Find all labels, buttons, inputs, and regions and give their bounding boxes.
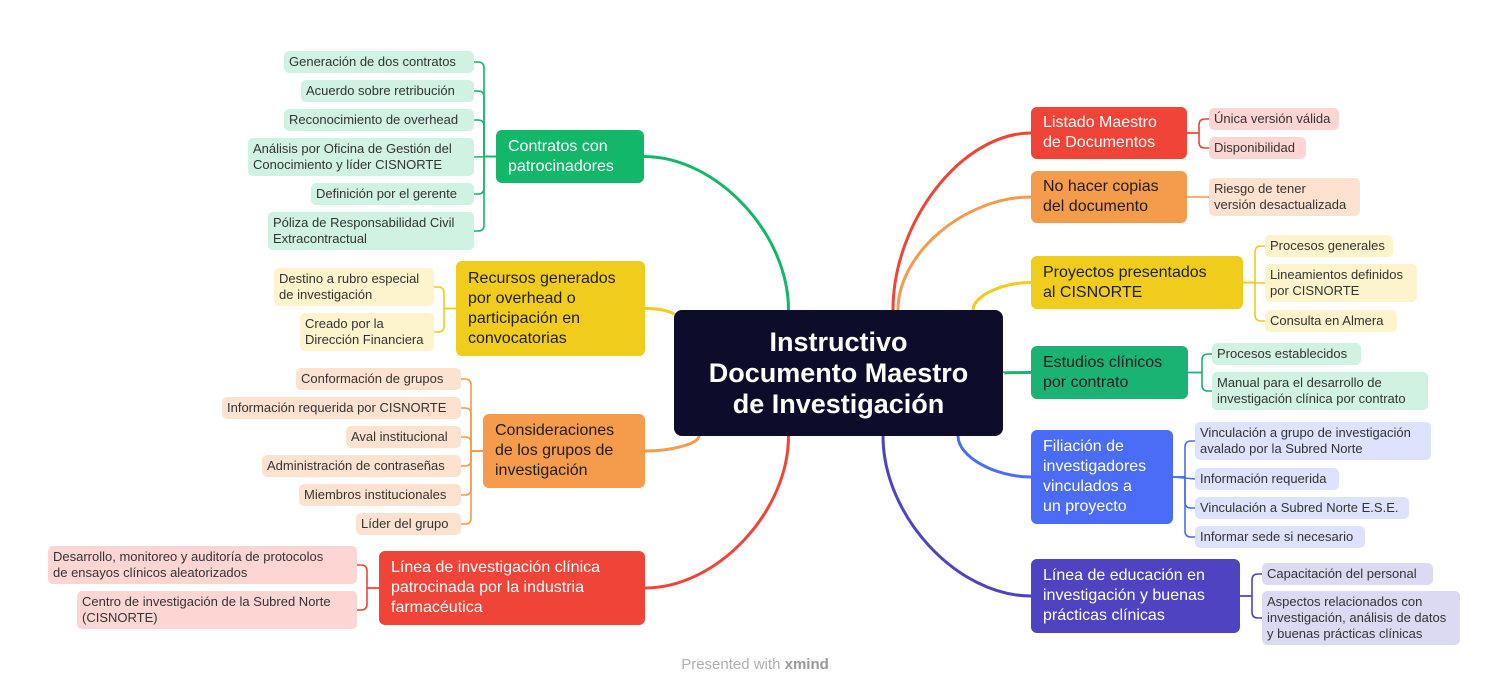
link-subtopic-proyectos-1 xyxy=(1243,246,1265,283)
link-subtopic-educacion-2 xyxy=(1240,596,1262,618)
subtopic-consideraciones-5[interactable]: Miembros institucionales xyxy=(299,484,461,506)
link-subtopic-listado-1 xyxy=(1187,119,1209,133)
topic-estudios[interactable]: Estudios clínicos por contrato xyxy=(1031,346,1188,399)
subtopic-recursos-1[interactable]: Destino a rubro especial de investigación xyxy=(274,268,434,306)
xmind-logo-text: xmind xyxy=(784,656,829,673)
link-subtopic-estudios-2 xyxy=(1188,373,1212,392)
link-subtopic-consideraciones-1 xyxy=(461,379,483,451)
topic-consideraciones[interactable]: Consideraciones de los grupos de investigación xyxy=(483,414,645,488)
branch-topic-proyectos xyxy=(973,283,1031,311)
subtopic-contratos-5[interactable]: Definición por el gerente xyxy=(311,183,474,205)
topic-proyectos[interactable]: Proyectos presentados al CISNORTE xyxy=(1031,256,1243,309)
topic-recursos[interactable]: Recursos generados por overhead o participación en convocatorias xyxy=(456,261,645,356)
link-subtopic-consideraciones-4 xyxy=(461,451,483,466)
link-subtopic-contratos-1 xyxy=(474,62,496,157)
subtopic-estudios-2[interactable]: Manual para el desarrollo de investigación clínica por contrato xyxy=(1212,372,1428,410)
subtopic-consideraciones-4[interactable]: Administración de contraseñas xyxy=(262,455,461,477)
subtopic-contratos-6[interactable]: Póliza de Responsabilidad Civil Extracontractual xyxy=(268,212,474,250)
subtopic-contratos-1[interactable]: Generación de dos contratos xyxy=(284,51,474,73)
link-subtopic-listado-2 xyxy=(1187,133,1209,148)
subtopic-linea-clinica-1[interactable]: Desarrollo, monitoreo y auditoría de protocolos de ensayos clínicos aleatorizados xyxy=(48,546,357,584)
branch-topic-contratos xyxy=(644,157,789,311)
subtopic-contratos-3[interactable]: Reconocimiento de overhead xyxy=(284,109,474,131)
subtopic-linea-clinica-2[interactable]: Centro de investigación de la Subred Norte (CISNORTE) xyxy=(77,591,357,629)
link-subtopic-filiacion-3 xyxy=(1173,477,1195,508)
subtopic-educacion-1[interactable]: Capacitación del personal xyxy=(1262,563,1433,585)
branch-topic-linea-clinica xyxy=(645,436,789,588)
footer-credit xyxy=(0,656,1510,673)
branch-topic-consideraciones xyxy=(645,436,699,451)
link-subtopic-consideraciones-2 xyxy=(461,408,483,451)
subtopic-listado-2[interactable]: Disponibilidad xyxy=(1209,137,1306,159)
subtopic-contratos-2[interactable]: Acuerdo sobre retribución xyxy=(301,80,474,102)
subtopic-listado-1[interactable]: Única versión válida xyxy=(1209,108,1339,130)
link-subtopic-consideraciones-6 xyxy=(461,451,483,524)
link-subtopic-consideraciones-3 xyxy=(461,437,483,451)
subtopic-proyectos-3[interactable]: Consulta en Almera xyxy=(1265,310,1397,332)
link-subtopic-filiacion-4 xyxy=(1173,477,1195,537)
topic-linea-clinica[interactable]: Línea de investigación clínica patrocinada por la industria farmacéutica xyxy=(379,551,645,625)
subtopic-copias-1[interactable]: Riesgo de tener versión desactualizada xyxy=(1209,178,1360,216)
topic-filiacion[interactable]: Filiación de investigadores vinculados a un proyecto xyxy=(1031,430,1173,524)
subtopic-filiacion-4[interactable]: Informar sede si necesario xyxy=(1195,526,1365,548)
subtopic-proyectos-1[interactable]: Procesos generales xyxy=(1265,235,1393,257)
branch-topic-recursos xyxy=(645,309,674,316)
subtopic-recursos-2[interactable]: Creado por la Dirección Financiera xyxy=(300,313,434,351)
subtopic-consideraciones-1[interactable]: Conformación de grupos xyxy=(296,368,461,390)
link-subtopic-linea-clinica-1 xyxy=(357,565,379,588)
branch-topic-educacion xyxy=(883,436,1031,596)
topic-listado[interactable]: Listado Maestro de Documentos xyxy=(1031,107,1187,159)
link-subtopic-filiacion-1 xyxy=(1173,441,1195,477)
link-subtopic-estudios-1 xyxy=(1188,354,1212,373)
link-subtopic-linea-clinica-2 xyxy=(357,588,379,610)
topic-copias[interactable]: No hacer copias del documento xyxy=(1031,171,1187,223)
subtopic-estudios-1[interactable]: Procesos establecidos xyxy=(1212,343,1361,365)
link-subtopic-proyectos-3 xyxy=(1243,283,1265,322)
footer-prefix: Presented with xyxy=(681,656,781,673)
subtopic-contratos-4[interactable]: Análisis por Oficina de Gestión del Conocimiento y líder CISNORTE xyxy=(248,138,474,176)
subtopic-consideraciones-2[interactable]: Información requerida por CISNORTE xyxy=(222,397,461,419)
topic-educacion[interactable]: Línea de educación en investigación y buenas prácticas clínicas xyxy=(1031,559,1240,633)
link-subtopic-contratos-5 xyxy=(474,157,496,195)
subtopic-consideraciones-3[interactable]: Aval institucional xyxy=(346,426,461,448)
link-subtopic-recursos-2 xyxy=(434,309,456,333)
subtopic-filiacion-2[interactable]: Información requerida xyxy=(1195,468,1339,490)
subtopic-educacion-2[interactable]: Aspectos relacionados con investigación, análisis de datos y buenas prácticas clínicas xyxy=(1262,591,1460,645)
link-subtopic-consideraciones-5 xyxy=(461,451,483,495)
subtopic-proyectos-2[interactable]: Lineamientos definidos por CISNORTE xyxy=(1265,264,1417,302)
subtopic-consideraciones-6[interactable]: Líder del grupo xyxy=(356,513,461,535)
link-subtopic-contratos-2 xyxy=(474,91,496,157)
link-subtopic-contratos-3 xyxy=(474,120,496,157)
subtopic-filiacion-3[interactable]: Vinculación a Subred Norte E.S.E. xyxy=(1195,497,1409,519)
branch-topic-estudios xyxy=(1003,373,1031,374)
central-topic[interactable]: Instructivo Documento Maestro de Investigación xyxy=(674,310,1003,436)
link-subtopic-educacion-1 xyxy=(1240,574,1262,596)
topic-contratos[interactable]: Contratos con patrocinadores xyxy=(496,130,644,183)
branch-topic-filiacion xyxy=(958,436,1031,477)
link-subtopic-recursos-1 xyxy=(434,287,456,309)
subtopic-filiacion-1[interactable]: Vinculación a grupo de investigación avalado por la Subred Norte xyxy=(1195,422,1431,460)
